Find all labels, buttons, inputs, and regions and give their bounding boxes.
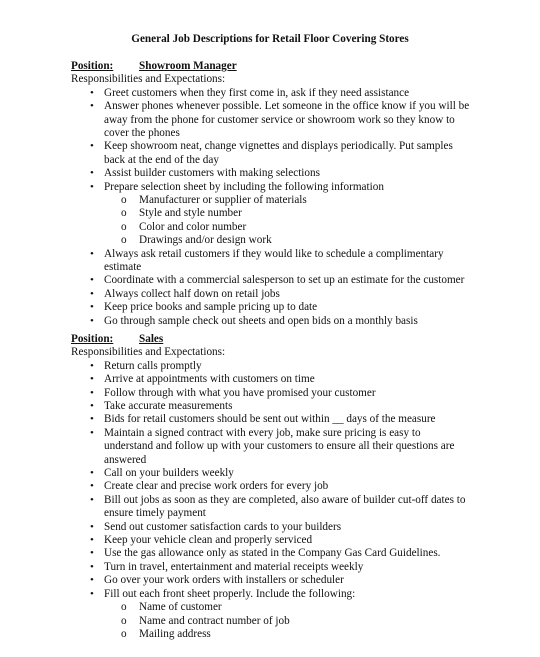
list-item <box>71 480 471 493</box>
list-item-text: Maintain a signed contract with every job, make sure pricing is easy to understand and follow up with your customers to ensure all their questions are answered <box>104 426 455 466</box>
bullet-icon: • <box>90 359 94 372</box>
bullet-icon: • <box>90 287 94 300</box>
responsibilities-list <box>71 87 471 328</box>
list-item-text: Take accurate measurements <box>104 400 233 413</box>
list-item <box>71 588 471 601</box>
list-item <box>71 574 471 587</box>
bullet-icon: • <box>90 140 94 153</box>
position-line <box>71 60 471 73</box>
circle-bullet-icon: o <box>121 601 127 614</box>
responsibilities-heading: Responsibilities and Expectations: <box>71 73 226 86</box>
list-item <box>71 315 471 328</box>
list-item <box>71 248 471 275</box>
list-item <box>71 413 471 426</box>
circle-bullet-icon: o <box>121 194 127 207</box>
list-item-text: Answer phones whenever possible. Let someone in the office know if you will be away from the phone for customer service or showroom work so they know to cover the phones <box>104 100 470 140</box>
bullet-icon: • <box>90 167 94 180</box>
position-value: Sales <box>139 333 164 345</box>
list-item <box>71 274 471 287</box>
bullet-icon: • <box>90 493 94 506</box>
sub-list-item <box>71 221 471 234</box>
document-title: General Job Descriptions for Retail Floor Covering Stores <box>131 33 409 45</box>
list-item <box>71 400 471 413</box>
list-item-text: Follow through with what you have promised your customer <box>104 386 376 399</box>
bullet-icon: • <box>90 373 94 386</box>
sub-list-item-text: Mailing address <box>139 627 211 640</box>
list-item <box>71 301 471 314</box>
list-item <box>71 387 471 400</box>
list-item-text: Assist builder customers with making selections <box>104 167 320 180</box>
bullet-icon: • <box>90 301 94 314</box>
position-label: Position: <box>71 333 114 345</box>
position-line <box>71 333 471 346</box>
bullet-icon: • <box>90 547 94 560</box>
sub-list-container <box>71 194 471 248</box>
list-item <box>71 534 471 547</box>
bullet-icon: • <box>90 520 94 533</box>
sub-list-item <box>71 628 471 641</box>
bullet-icon: • <box>90 314 94 327</box>
bullet-icon: • <box>90 180 94 193</box>
list-item-text: Fill out each front sheet properly. Include the following: <box>104 587 356 600</box>
bullet-icon: • <box>90 534 94 547</box>
list-item-text: Send out customer satisfaction cards to your builders <box>104 520 342 533</box>
section-showroom-manager <box>71 60 471 328</box>
sub-list-item <box>71 615 471 628</box>
circle-bullet-icon: o <box>121 627 127 640</box>
sub-list-item-text: Name and contract number of job <box>139 614 290 627</box>
list-item-text: Arrive at appointments with customers on time <box>104 373 315 386</box>
list-item-text: Always ask retail customers if they would like to schedule a complimentary estimate <box>104 247 444 274</box>
list-item-text: Call on your builders weekly <box>104 467 234 480</box>
list-item-text: Go over your work orders with installers or scheduler <box>104 574 344 587</box>
list-item <box>71 373 471 386</box>
list-item-text: Go through sample check out sheets and open bids on a monthly basis <box>104 314 418 327</box>
position-value: Showroom Manager <box>139 60 237 72</box>
list-item-text: Always collect half down on retail jobs <box>104 287 280 300</box>
list-item <box>71 521 471 534</box>
circle-bullet-icon: o <box>121 220 127 233</box>
bullet-icon: • <box>90 400 94 413</box>
sub-list <box>71 194 471 248</box>
circle-bullet-icon: o <box>121 614 127 627</box>
list-item <box>71 561 471 574</box>
list-item-text: Bids for retail customers should be sent out within __ days of the measure <box>104 413 436 426</box>
sub-list-item-text: Color and color number <box>139 220 247 233</box>
responsibilities-heading: Responsibilities and Expectations: <box>71 346 226 359</box>
sub-list-item <box>71 601 471 614</box>
list-item <box>71 427 471 467</box>
list-item <box>71 181 471 194</box>
bullet-icon: • <box>90 86 94 99</box>
list-item-text: Use the gas allowance only as stated in the Company Gas Card Guidelines. <box>104 547 441 560</box>
bullet-icon: • <box>90 480 94 493</box>
bullet-icon: • <box>90 587 94 600</box>
bullet-icon: • <box>90 467 94 480</box>
list-item-text: Bill out jobs as soon as they are completed, also aware of builder cut-off dates to ensure timely payment <box>104 493 466 520</box>
list-item-text: Keep showroom neat, change vignettes and displays periodically. Put samples back at the end of the day <box>104 140 453 166</box>
list-item <box>71 547 471 560</box>
list-item-text: Prepare selection sheet by including the following information <box>104 180 384 193</box>
sub-list-item-text: Style and style number <box>139 207 242 220</box>
bullet-icon: • <box>90 560 94 573</box>
list-item-text: Turn in travel, entertainment and material receipts weekly <box>104 560 364 573</box>
bullet-icon: • <box>90 426 94 439</box>
list-item-text: Greet customers when they first come in, ask if they need assistance <box>104 86 410 99</box>
bullet-icon: • <box>90 386 94 399</box>
list-item <box>71 494 471 521</box>
list-item <box>71 167 471 180</box>
sub-list-item <box>71 207 471 220</box>
circle-bullet-icon: o <box>121 234 127 247</box>
position-label: Position: <box>71 60 114 72</box>
responsibilities-list <box>71 360 471 642</box>
list-item-text: Create clear and precise work orders for every job <box>104 480 329 493</box>
list-item <box>71 288 471 301</box>
bullet-icon: • <box>90 574 94 587</box>
sub-list-item-text: Drawings and/or design work <box>139 234 272 247</box>
sub-list-item <box>71 194 471 207</box>
list-item-text: Coordinate with a commercial salesperson to set up an estimate for the customer <box>104 274 465 287</box>
bullet-icon: • <box>90 413 94 426</box>
list-item <box>71 467 471 480</box>
bullet-icon: • <box>90 247 94 260</box>
list-item <box>71 140 471 167</box>
list-item <box>71 100 471 140</box>
section-sales <box>71 333 471 641</box>
sub-list-item-text: Manufacturer or supplier of materials <box>139 194 307 207</box>
list-item <box>71 87 471 100</box>
sub-list <box>71 601 471 641</box>
sub-list-container <box>71 601 471 641</box>
list-item-text: Return calls promptly <box>104 359 202 372</box>
list-item-text: Keep price books and sample pricing up to date <box>104 301 318 314</box>
sub-list-item-text: Name of customer <box>139 601 222 614</box>
bullet-icon: • <box>90 274 94 287</box>
circle-bullet-icon: o <box>121 207 127 220</box>
sub-list-item <box>71 234 471 247</box>
bullet-icon: • <box>90 100 94 113</box>
list-item-text: Keep your vehicle clean and properly serviced <box>104 534 313 547</box>
list-item <box>71 360 471 373</box>
